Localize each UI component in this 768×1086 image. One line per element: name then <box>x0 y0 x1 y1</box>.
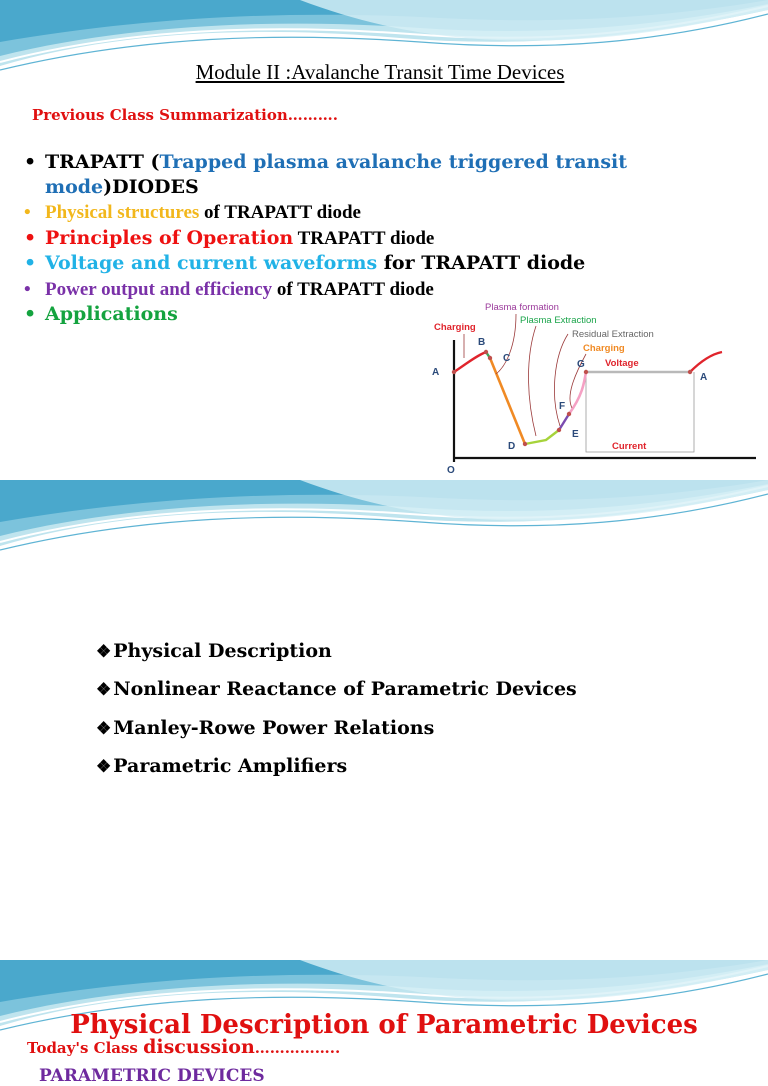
label-voltage: Voltage <box>605 358 639 369</box>
bullet-highlight: Principles of Operation <box>45 227 294 249</box>
residual-extraction-segment <box>525 430 559 444</box>
bullet-text: of TRAPATT diode <box>199 202 361 223</box>
today-suffix: …………….. <box>254 1039 341 1057</box>
bullet-highlight: Physical structures <box>45 202 200 223</box>
diamond-bullet-icon: ❖ <box>96 680 112 700</box>
bullet-highlight: Trapped plasma avalanche triggered transit mode <box>45 151 628 198</box>
slide-3-title: Physical Description of Parametric Devices <box>70 1010 698 1040</box>
bullet-text: of TRAPATT diode <box>272 279 434 300</box>
topic-text: Physical Description <box>113 640 332 662</box>
bullet-highlight: Voltage and current waveforms <box>45 252 378 274</box>
point-label-g: G <box>577 359 585 370</box>
topic-item <box>96 640 332 662</box>
point-label-o: O <box>447 465 455 476</box>
slide-1 <box>0 0 768 480</box>
bullet-principles <box>24 227 434 250</box>
today-prefix: Today's Class <box>27 1039 144 1057</box>
bullet-text: )DIODES <box>103 176 199 198</box>
point-label-b: B <box>478 337 486 348</box>
charging-segment <box>454 352 486 372</box>
bullet-highlight: Power output and efficiency <box>45 279 273 300</box>
point-label-e: E <box>572 429 579 440</box>
label-current: Current <box>612 441 647 452</box>
topic-text: Manley-Rowe Power Relations <box>113 717 435 739</box>
bullet-dot: • <box>24 252 37 274</box>
bullet-power-output <box>24 279 434 301</box>
charging-segment-end <box>690 352 722 372</box>
slide-title: Module II :Avalanche Transit Time Devices <box>195 60 565 84</box>
previous-class-label: Previous Class Summarization………. <box>32 106 338 124</box>
bullet-dot: • <box>24 279 31 300</box>
point-label-a2: A <box>700 372 708 383</box>
bullet-text: for TRAPATT diode <box>377 252 586 274</box>
point-label-a: A <box>432 367 440 378</box>
bullet-text: TRAPATT diode <box>293 228 435 249</box>
bullet-dot: • <box>24 151 37 173</box>
point-label-d: D <box>508 441 516 452</box>
topic-item <box>96 755 347 777</box>
parametric-devices-subtitle: PARAMETRIC DEVICES <box>39 1066 265 1086</box>
diamond-bullet-icon: ❖ <box>96 642 112 662</box>
bullet-physical-structures <box>24 202 361 224</box>
label-charging-left: Charging <box>434 322 476 333</box>
bullet-applications <box>24 303 178 325</box>
fe-segment <box>559 414 569 430</box>
topic-item <box>96 678 577 700</box>
point-label-c: C <box>503 353 511 364</box>
point-label-f: F <box>559 401 566 412</box>
diamond-bullet-icon: ❖ <box>96 757 112 777</box>
current-outline <box>586 372 694 452</box>
diamond-bullet-icon: ❖ <box>96 719 112 739</box>
slide-3 <box>0 960 768 1040</box>
bullet-dot: • <box>24 227 37 249</box>
today-highlight: discussion <box>143 1036 255 1058</box>
trapatt-waveform-diagram <box>426 296 764 480</box>
plasma-extraction-segment <box>490 358 525 444</box>
topic-text: Parametric Amplifiers <box>113 755 348 777</box>
topic-item <box>96 717 434 739</box>
label-residual-extraction: Residual Extraction <box>572 329 654 340</box>
bullet-dot: • <box>24 202 31 223</box>
label-plasma-formation: Plasma formation <box>485 302 559 313</box>
header-wave-decoration <box>0 480 768 560</box>
bullet-waveforms <box>24 252 585 274</box>
bullet-dot: • <box>24 303 37 325</box>
topic-text: Nonlinear Reactance of Parametric Devices <box>113 678 577 700</box>
bullet-text: TRAPATT ( <box>45 151 160 173</box>
label-plasma-extraction: Plasma Extraction <box>520 315 597 326</box>
bullet-trapatt <box>24 150 644 200</box>
label-charging-right: Charging <box>583 343 625 354</box>
bullet-highlight: Applications <box>45 303 178 325</box>
